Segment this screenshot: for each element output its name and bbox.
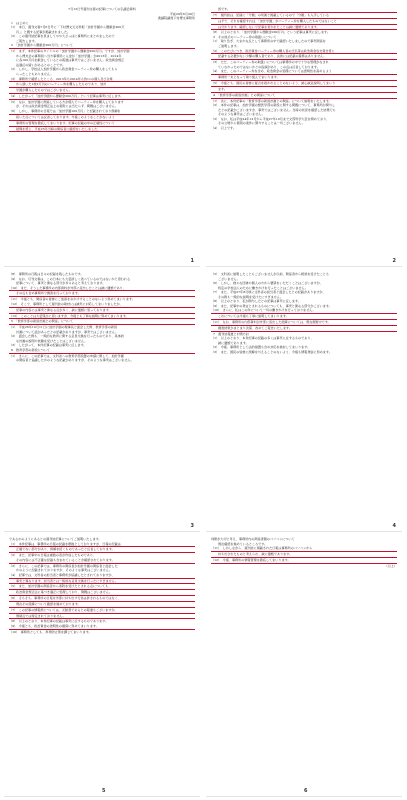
document-text-line: （3） ただ、このパーティー券の取扱いについては事務所の中で十分な管理がなされ xyxy=(211,60,329,65)
document-text-line: 事実と異なります。担当者とは一般的な意見交換を行ったにすぎません。 xyxy=(9,579,195,585)
document-text-line: （8） 事務所の日報は日々の記録を残したものです。 xyxy=(9,272,84,276)
document-text-line: 5 「教育学部の新設計画との関係」について xyxy=(9,319,195,325)
document-text-line: （11） 今後とも、関係者の皆様にご迷惑をおかけすることのないよう努めてまいります。 xyxy=(9,297,135,302)
document-text-line: （6） しかし、事務所の日報では「加計学園100万円」と記載されており誤解を xyxy=(9,109,195,115)
document-text-line: （1） 以上のとおり、本件記事の記載の多くは事実に反するものであり、 xyxy=(211,336,314,341)
document-text-line: が、それは政治資金規正法上の寄附には当たらず、問題はございません。 xyxy=(16,104,119,109)
document-text-line: （2） 今後、事務所として法的措置も含め対応を検討してまいります。 xyxy=(211,345,311,350)
document-text-line: に各100万円を献金しているとの報道は事実ではございません。政治資金規正 xyxy=(16,58,125,63)
document-text-line: 調査結果がまとまり次第、改めてご報告いたします。 xyxy=(211,326,397,332)
document-text-line: 記載する必要がない少額の購入者であり、法的には記載の義務はありません。 xyxy=(211,54,397,60)
document-text-line: （9） 今後とも、政治資金の透明性の確保に努めてまいります。 xyxy=(9,624,195,630)
document-text-line: （9） また、記事中の発言とされるものについても、事実と異なる部分がございます。 xyxy=(211,303,332,308)
document-text-line: （3） なお、私は平成24年12月から平成27年10月まで文部科学大臣を務めており、 xyxy=(211,116,330,121)
document-text-line: であるかのようにあるとの週刊誌記事についてご説明いたします。 xyxy=(9,537,102,541)
document-text-line: （1） まず、本件記事のタイトルの「加計学園から闇献金200万円」ですが、加計学園 xyxy=(9,49,130,54)
document-text-line: （5） なお、加計学園に関係している方が個人でパーティー券を購入しております xyxy=(9,99,124,104)
document-text-line: そのような事実はございません。 xyxy=(218,112,265,117)
document-page-2 xyxy=(206,3,402,267)
document-text-line: 判断が大切と考え、事務所内の関係書類のパソコンについて xyxy=(211,537,295,541)
document-text-line: 現在確認を進めているところです。 xyxy=(218,541,268,546)
document-text-line: から博友会の事務局へ当方事務所に入金が「加計学園」が2013年、2014年 xyxy=(16,53,122,58)
document-text-line: （2） しかし、学校法人加計学園から政治資金パーティー券の購入をしてもら xyxy=(9,67,118,72)
document-text-line: たとの記載がございますが、事実ではございません。当時の状況を確認した結果でも xyxy=(218,107,336,112)
document-text-line: （1） 取り急ぎ、大まかな点として事務所の中で確認いたしましたので事実関係を xyxy=(211,39,326,44)
document-text-line: 平成29年6月29日 xyxy=(169,11,195,16)
document-text-line: （8） 以上のとおり、本件記事の記載は事実に反するものであります。 xyxy=(9,619,109,624)
document-text-line: 計画について話があったとの記載がありますが、事実ではございません。 xyxy=(16,329,119,334)
document-page-4 xyxy=(206,268,402,532)
document-text-line: （5） 今後とも、国民の皆様に疑念を抱かれることのないよう、誠心誠意説明してまいり xyxy=(211,81,397,87)
document-text-line: ます。 xyxy=(211,87,397,93)
document-text-line: （5） また、加計学園の関係者から寄附を受けたとされる点についても、 xyxy=(9,584,195,590)
document-text-line: 1 はじめに xyxy=(11,20,29,25)
document-text-line: その内容には不正確な記載も含まれていることが確認されております。 xyxy=(9,558,195,564)
page-number: 1 xyxy=(190,258,194,265)
document-text-line: （12） そこで、事務所として週刊誌の取材には誠実に対応してまいりましたが、 xyxy=(9,302,195,308)
document-text-line: 事務所の管理を徹底してまいります。記事の記載の中の正確性について xyxy=(9,121,195,127)
document-text-line: ございません。 xyxy=(218,276,240,281)
document-text-line: （8） 以上のとおり、私が関与したとの記事は事実に反します。 xyxy=(211,299,301,304)
document-text-line: な計画の説明や依頼を受けたことはございません。 xyxy=(16,338,88,343)
document-text-line: 円」」と題する記事が掲載されました。 xyxy=(16,29,71,34)
page-number: 5 xyxy=(102,788,106,795)
document-page-6 xyxy=(206,533,402,797)
document-text-line: これについては今後も丁寧に説明してまいります。 xyxy=(211,314,397,320)
document-text-line: （5） 文科省に説明したこともございませんが以前、関係者から相談を受けたことも xyxy=(211,272,329,276)
document-text-line: （2） このたびにつき、政治資金パーティー券の購入者の氏名等は政治資金収支報告書に xyxy=(211,49,397,55)
document-text-line: （2） 面会した際も、一般的な教育に関する意見交換を行ったものであり、具体的 xyxy=(9,334,124,339)
page-number: 2 xyxy=(392,258,396,265)
document-text-line: （11） なお、事務所の内部資料が外部に流出した経緯については、現在調査中です。 xyxy=(211,320,397,326)
document-text-line: 記事について、事実と異なる部分が多々あると考えております。 xyxy=(16,281,106,286)
document-text-line: 該です。 xyxy=(211,7,397,13)
document-text-line: 事務所一丸となって取り組んでまいります。 xyxy=(211,75,397,81)
document-text-line: 衆議院議員下村博文事務所 xyxy=(157,16,195,21)
document-text-line: （7） この記事の情報源については、元秘書であるとの報道もございますが、 xyxy=(9,608,195,614)
document-text-line: 疑問を感じ、平成25年当時の関係者に確認をいたしました。 xyxy=(9,127,195,133)
document-text-line: （1） 平成26年10月11日に加計学園の理事長と面会した際、教育学部の新設 xyxy=(9,325,118,330)
document-page-3 xyxy=(4,268,200,532)
document-text-line: （12） 今後、事務所の情報管理を徹底してまいります。 xyxy=(211,558,397,564)
document-text-line: （1） 次に、本件記事の「教育学部の新設計画との関係」について説明をいたします。 xyxy=(211,98,332,103)
document-text-line: （8） 以上のとおり、「加計学園から闇献金200万円」という記事は事実に反します。 xyxy=(211,30,330,35)
document-text-line: （3） また、国民の皆様に誤解を与えることのないよう、今後も情報発信に努めます。 xyxy=(211,349,332,354)
document-text-line: （4） したがって「加計学園から闇献金200万円」という記事は事実に反します。 xyxy=(9,94,195,100)
document-page-5 xyxy=(4,533,200,797)
document-text-line: その際も一般的な説明を受けたにすぎません。 xyxy=(218,294,284,299)
document-text-line: 3 その他そのパーティー券の取扱いについて xyxy=(213,34,277,39)
document-text-line: （4） 記事では、文科省の担当者と事務所が協議したとされておりますが、 xyxy=(9,573,195,579)
document-text-line: かのように記載されておりますが、そのような事実はございません。 xyxy=(16,568,113,573)
document-text-line: 6 教育学部の新設について xyxy=(9,348,195,354)
document-text-line: から頂いた1枚2万円のパーティー券を購入したものであり、加計 xyxy=(9,82,195,88)
document-text-line: 4 「教育学部の新設計画」との関係について xyxy=(211,93,397,99)
document-text-line: 法違反の疑いがあるとのことです。 xyxy=(16,62,66,67)
document-text-line: （1） 本件記事は、事務所の日報の記載を根拠としておりますが、日報の記載は xyxy=(9,542,195,548)
document-text-line: （11） しかしながら、週刊誌に掲載された日報は事務所のパソコンから xyxy=(211,546,397,552)
document-text-line: その点も含め事務所で調査を行っております。 xyxy=(9,291,195,297)
document-text-line: 誠に遺憾であります。 xyxy=(218,340,249,345)
page-number: 6 xyxy=(304,788,308,795)
document-text-line: （13） このことは大変残念に思いますが、今後とも丁寧な説明に努めてまいります。 xyxy=(9,314,195,320)
document-text-line: 正確でない部分があり、誤解を招くものであったと反省しております。 xyxy=(9,547,195,553)
document-text-line: （2） この週刊誌記事を見ましてやや大ざっぱに事務所にまとめましたので xyxy=(9,34,115,39)
page-number: 4 xyxy=(392,523,396,530)
document-text-line: 2 「加計学園から闇献金200万円」について xyxy=(9,43,195,49)
document-text-line: 現在その経緯について確認を進めております。 xyxy=(9,602,195,608)
document-text-line: ご報告します。 xyxy=(16,38,38,43)
document-text-line: 学園が購入したものではございません。 xyxy=(9,88,195,94)
document-text-line: 招いた点については反省しております。今後このようなことがないよう xyxy=(9,115,195,121)
document-text-line: 7月13日号週刊文春の記事についての弘議会資料 xyxy=(68,7,136,11)
document-text-line: 特定の学校法人のために働きかけを行ったことはございません。 xyxy=(218,285,308,290)
document-text-line: （以上） xyxy=(384,563,397,568)
document-text-line: は分かります。確認しないで記事を書かれたことは誠に遺憾であります。 xyxy=(211,25,397,31)
document-text-line: （10） 事務所としても、再発防止策を講じてまいります。 xyxy=(9,629,92,634)
document-text-line: 現時点では特定されておりません。 xyxy=(9,614,195,620)
document-text-line: （3） さらに、この記事では、事務所の関係者が加計学園の関係者と面会した xyxy=(9,563,118,568)
document-text-line: （2） 本件の記事は、加計学園の獣医学部の新設に関する問題について、事務所が関与し xyxy=(211,103,336,108)
document-text-line: 政治資金規正法に基づき適正に処理しており、問題はございません。 xyxy=(9,590,195,596)
document-text-line: （3） したがって、本件記事の記載は事実に反します。 xyxy=(9,343,87,348)
document-text-line: 記事の内容には事実と異なる点が多く、誠に遺憾に思っております。 xyxy=(9,308,195,314)
document-text-line: （10） また、そうした事務所の内部資料が外部に流出したことは誠に遺憾であり、 xyxy=(9,286,195,292)
document-text-line: 7 週刊誌報道と対策方針 xyxy=(213,331,249,336)
document-text-line: （7） また、平成27年8月頃に文科省の担当者と面会したとの記載がありますが、 xyxy=(211,290,326,295)
document-page-1 xyxy=(4,3,200,267)
document-text-line: らったこともありません。 xyxy=(16,71,54,76)
document-text-line: （10） さらに、私はこの件について一切の働きかけを行っておりません。 xyxy=(211,308,397,314)
document-text-line: その立場から個別の案件に関与することは一切ございません。 xyxy=(218,121,305,126)
document-text-line: （1） さらに、この記事では、文科省への教育学部設置の申請に関して、加計学園 xyxy=(9,353,124,358)
document-text-line: （2） また、記事中の日報は複数の者が作成したものであり、 xyxy=(9,553,97,558)
document-text-line: （7） 週刊誌は、記録に「分類」の所属と掲載しているので「分類」も入手している xyxy=(211,13,397,19)
document-text-line: （6） そもそも、事務所の日報を外部に持ち出す行為は許されるものではなく、 xyxy=(9,596,195,602)
document-text-line: （9） なお、月刊文春は、この日本にも大変詳しく述べているのではないかと思われる xyxy=(9,276,131,281)
document-text-line: （6） しかし、様々な団体や個人の方から要望をいただくことはございますが、 xyxy=(211,281,323,286)
page-number: 3 xyxy=(190,523,194,530)
document-text-line: （3） 事務所で確認したところ、2013年も2014年も約11の個人及び企業 xyxy=(9,77,195,83)
document-text-line: ご説明します。 xyxy=(218,44,240,49)
document-text-line: （4） また、このパーティー券を含め、政治資金の処理については透明性を高めるよう xyxy=(211,69,397,75)
document-text-line: ていなかったのではないかとの指摘があり、この点は反省しております。 xyxy=(218,64,320,69)
document-text-line: （4） 以上です。 xyxy=(211,125,236,130)
document-text-line: 持ち出されたものと考えられ、誠に遺憾であります。 xyxy=(211,552,397,558)
document-text-line: （1） 本日、週刊文春7月6日号に「下村博文元文科相「加計学園から闇献金200万 xyxy=(9,25,125,30)
document-text-line: の関係者と協議したかのような記載がありますが、そのような事実はございません。 xyxy=(16,358,134,363)
document-text-line: はずで、それを確認すれば、「加計学園」がパーティー券を購入したものではないこと xyxy=(211,19,397,25)
